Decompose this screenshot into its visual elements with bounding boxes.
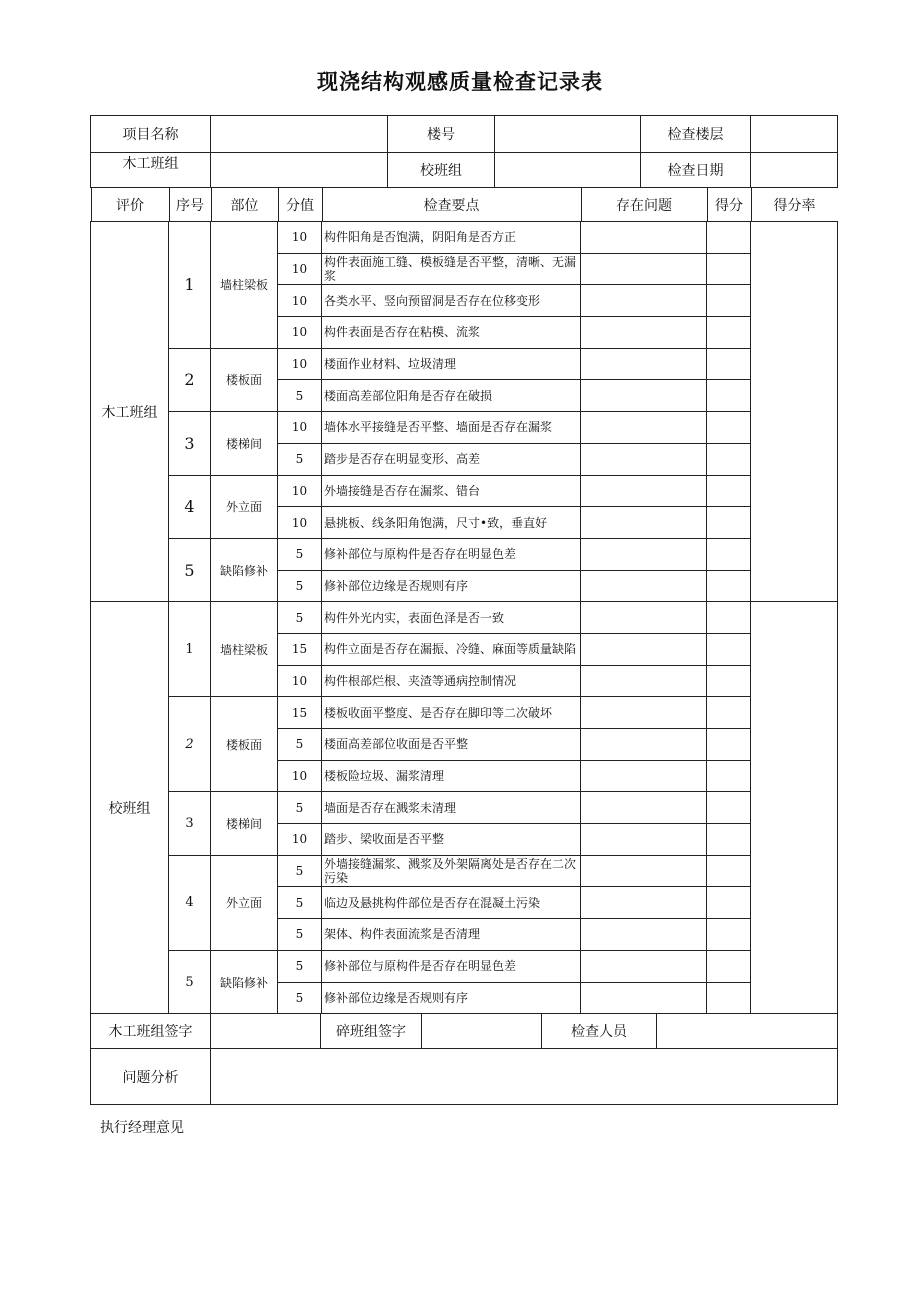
header-table xyxy=(90,115,838,222)
group-part: 楼板面 xyxy=(211,348,278,411)
col-got: 得分 xyxy=(707,188,751,222)
item-issue-field[interactable] xyxy=(581,285,707,317)
item-issue-field[interactable] xyxy=(581,760,707,792)
item-issue-field[interactable] xyxy=(581,507,707,539)
manager-opinion-label: 执行经理意见 xyxy=(100,1120,184,1136)
item-score: 10 xyxy=(278,475,322,507)
team-sign-label: 木工班组签字 xyxy=(91,1014,211,1049)
item-issue-field[interactable] xyxy=(581,380,707,412)
item-score: 5 xyxy=(278,602,322,634)
item-issue-field[interactable] xyxy=(581,317,707,349)
group-seq: 3 xyxy=(169,412,211,475)
item-issue-field[interactable] xyxy=(581,348,707,380)
project-name-label: 项目名称 xyxy=(91,116,211,153)
item-score: 5 xyxy=(278,443,322,475)
item-point: 修补部位边缘是否规则有序 xyxy=(322,982,581,1014)
item-got-field[interactable] xyxy=(707,412,751,444)
column-header-row xyxy=(91,188,838,223)
item-score: 5 xyxy=(278,950,322,982)
group-seq: 3 xyxy=(169,792,211,855)
section-eval: 木工班组 xyxy=(91,222,169,602)
group-part: 缺陷修补 xyxy=(211,950,278,1013)
item-score: 10 xyxy=(278,317,322,349)
item-issue-field[interactable] xyxy=(581,633,707,665)
item-issue-field[interactable] xyxy=(581,982,707,1014)
item-point: 修补部位边缘是否规则有序 xyxy=(322,570,581,602)
item-score: 5 xyxy=(278,855,322,887)
item-issue-field[interactable] xyxy=(581,570,707,602)
item-issue-field[interactable] xyxy=(581,919,707,951)
group-seq: 2 xyxy=(169,697,211,792)
group-seq: 4 xyxy=(169,855,211,950)
item-got-field[interactable] xyxy=(707,760,751,792)
table-row xyxy=(91,222,838,254)
item-point: 楼面作业材料、垃圾清理 xyxy=(322,348,581,380)
item-issue-field[interactable] xyxy=(581,253,707,285)
item-issue-field[interactable] xyxy=(581,729,707,761)
item-issue-field[interactable] xyxy=(581,602,707,634)
col-rate: 得分率 xyxy=(751,188,838,222)
team-sign-field[interactable] xyxy=(211,1014,321,1049)
item-got-field[interactable] xyxy=(707,982,751,1014)
section-rate-field[interactable] xyxy=(751,222,838,602)
item-issue-field[interactable] xyxy=(581,824,707,856)
item-score: 5 xyxy=(278,887,322,919)
building-no-field[interactable] xyxy=(495,116,641,153)
item-got-field[interactable] xyxy=(707,570,751,602)
item-got-field[interactable] xyxy=(707,633,751,665)
item-point: 楼板险垃圾、漏浆清理 xyxy=(322,760,581,792)
table-row xyxy=(91,792,838,824)
team-label: 木工班组 xyxy=(91,153,211,188)
item-point: 修补部位与原构件是否存在明显色差 xyxy=(322,950,581,982)
item-score: 10 xyxy=(278,285,322,317)
table-row xyxy=(91,538,838,570)
item-point: 悬挑板、线条阳角饱满，尺寸•致，垂直好 xyxy=(322,507,581,539)
item-got-field[interactable] xyxy=(707,348,751,380)
item-got-field[interactable] xyxy=(707,919,751,951)
item-point: 踏步、梁收面是否平整 xyxy=(322,824,581,856)
item-got-field[interactable] xyxy=(707,665,751,697)
item-point: 构件表面施工缝、模板缝是否平整，清晰、无漏浆 xyxy=(322,253,581,285)
item-got-field[interactable] xyxy=(707,222,751,254)
item-score: 10 xyxy=(278,824,322,856)
project-name-field[interactable] xyxy=(211,116,388,153)
item-got-field[interactable] xyxy=(707,443,751,475)
item-score: 10 xyxy=(278,507,322,539)
group-part: 外立面 xyxy=(211,475,278,538)
group-seq: 1 xyxy=(169,602,211,697)
item-score: 5 xyxy=(278,792,322,824)
group-part: 墙柱梁板 xyxy=(211,602,278,697)
item-score: 15 xyxy=(278,633,322,665)
page-title: 现浇结构观感质量检查记录表 xyxy=(317,70,603,94)
item-issue-field[interactable] xyxy=(581,950,707,982)
item-issue-field[interactable] xyxy=(581,887,707,919)
item-score: 10 xyxy=(278,253,322,285)
item-point: 构件阳角是否饱满，阴阳角是否方正 xyxy=(322,222,581,254)
table-row xyxy=(91,855,838,887)
item-score: 5 xyxy=(278,982,322,1014)
group-seq: 4 xyxy=(169,475,211,538)
section-eval: 校班组 xyxy=(91,602,169,1014)
item-issue-field[interactable] xyxy=(581,222,707,254)
item-got-field[interactable] xyxy=(707,887,751,919)
item-score: 5 xyxy=(278,919,322,951)
table-row xyxy=(91,950,838,982)
item-issue-field[interactable] xyxy=(581,697,707,729)
group-part: 楼板面 xyxy=(211,697,278,792)
item-issue-field[interactable] xyxy=(581,665,707,697)
footer-table xyxy=(90,1013,838,1105)
floor-label: 检查楼层 xyxy=(641,116,751,153)
section-rate-field[interactable] xyxy=(751,602,838,1014)
item-point: 构件立面是否存在漏振、冷缝、麻面等质量缺陷 xyxy=(322,633,581,665)
analysis-label: 问题分析 xyxy=(91,1049,211,1105)
item-got-field[interactable] xyxy=(707,697,751,729)
item-got-field[interactable] xyxy=(707,380,751,412)
inspection-table xyxy=(90,221,838,1014)
item-point: 临边及悬挑构件部位是否存在混凝土污染 xyxy=(322,887,581,919)
group-part: 缺陷修补 xyxy=(211,538,278,601)
date-label: 检查日期 xyxy=(641,153,751,188)
item-issue-field[interactable] xyxy=(581,475,707,507)
group-seq: 5 xyxy=(169,950,211,1013)
col-points: 检查要点 xyxy=(322,188,581,222)
item-point: 构件表面是否存在粘模、流浆 xyxy=(322,317,581,349)
group-part: 楼梯间 xyxy=(211,792,278,855)
group-part: 墙柱梁板 xyxy=(211,222,278,349)
table-row xyxy=(91,602,838,634)
item-point: 修补部位与原构件是否存在明显色差 xyxy=(322,538,581,570)
item-issue-field[interactable] xyxy=(581,855,707,887)
item-got-field[interactable] xyxy=(707,824,751,856)
inspector-label: 检查人员 xyxy=(542,1014,657,1049)
item-got-field[interactable] xyxy=(707,792,751,824)
item-point: 楼面高差部位阳角是否存在破损 xyxy=(322,380,581,412)
item-got-field[interactable] xyxy=(707,285,751,317)
date-field[interactable] xyxy=(751,153,838,188)
item-score: 15 xyxy=(278,697,322,729)
item-got-field[interactable] xyxy=(707,507,751,539)
item-got-field[interactable] xyxy=(707,855,751,887)
group-seq: 1 xyxy=(169,222,211,349)
floor-field[interactable] xyxy=(751,116,838,153)
item-point: 构件外光内实，表面色泽是否一致 xyxy=(322,602,581,634)
concrete-sign-field[interactable] xyxy=(422,1014,542,1049)
item-point: 墙面是否存在溅浆未清理 xyxy=(322,792,581,824)
building-no-label: 楼号 xyxy=(388,116,495,153)
item-score: 10 xyxy=(278,222,322,254)
item-score: 10 xyxy=(278,665,322,697)
inspector-field[interactable] xyxy=(657,1014,838,1049)
table-row xyxy=(91,412,838,444)
group-seq: 5 xyxy=(169,538,211,601)
item-got-field[interactable] xyxy=(707,253,751,285)
group-part: 楼梯间 xyxy=(211,412,278,475)
item-point: 楼面高差部位收面是否平整 xyxy=(322,729,581,761)
item-score: 5 xyxy=(278,729,322,761)
item-got-field[interactable] xyxy=(707,950,751,982)
item-score: 10 xyxy=(278,760,322,792)
col-eval: 评价 xyxy=(91,188,169,222)
item-point: 外墙接缝是否存在漏浆、错台 xyxy=(322,475,581,507)
item-got-field[interactable] xyxy=(707,729,751,761)
item-got-field[interactable] xyxy=(707,317,751,349)
item-score: 10 xyxy=(278,412,322,444)
item-score: 10 xyxy=(278,348,322,380)
col-seq: 序号 xyxy=(169,188,211,222)
analysis-field[interactable] xyxy=(211,1049,838,1105)
group-seq: 2 xyxy=(169,348,211,411)
group-part: 外立面 xyxy=(211,855,278,950)
item-point: 墙体水平接缝是否平整、墙面是否存在漏浆 xyxy=(322,412,581,444)
item-issue-field[interactable] xyxy=(581,443,707,475)
item-point: 楼板收面平整度、是否存在脚印等二次破坏 xyxy=(322,697,581,729)
item-point: 外墙接缝漏浆、溅浆及外架隔离处是否存在二次污染 xyxy=(322,855,581,887)
col-issues: 存在问题 xyxy=(581,188,707,222)
item-score: 5 xyxy=(278,570,322,602)
item-issue-field[interactable] xyxy=(581,412,707,444)
item-point: 各类水平、竖向预留洞是否存在位移变形 xyxy=(322,285,581,317)
check-team-field[interactable] xyxy=(495,153,641,188)
team-field[interactable] xyxy=(211,153,388,188)
item-score: 5 xyxy=(278,538,322,570)
item-issue-field[interactable] xyxy=(581,792,707,824)
item-point: 踏步是否存在明显变形、高差 xyxy=(322,443,581,475)
item-got-field[interactable] xyxy=(707,475,751,507)
table-row xyxy=(91,475,838,507)
check-team-label: 校班组 xyxy=(388,153,495,188)
col-part: 部位 xyxy=(211,188,278,222)
item-point: 构件根部烂根、夹渣等通病控制情况 xyxy=(322,665,581,697)
item-got-field[interactable] xyxy=(707,602,751,634)
item-issue-field[interactable] xyxy=(581,538,707,570)
col-score: 分值 xyxy=(278,188,322,222)
item-point: 架体、构件表面流浆是否清理 xyxy=(322,919,581,951)
table-row xyxy=(91,697,838,729)
item-got-field[interactable] xyxy=(707,538,751,570)
table-row xyxy=(91,348,838,380)
item-score: 5 xyxy=(278,380,322,412)
concrete-sign-label: 碎班组签字 xyxy=(321,1014,422,1049)
